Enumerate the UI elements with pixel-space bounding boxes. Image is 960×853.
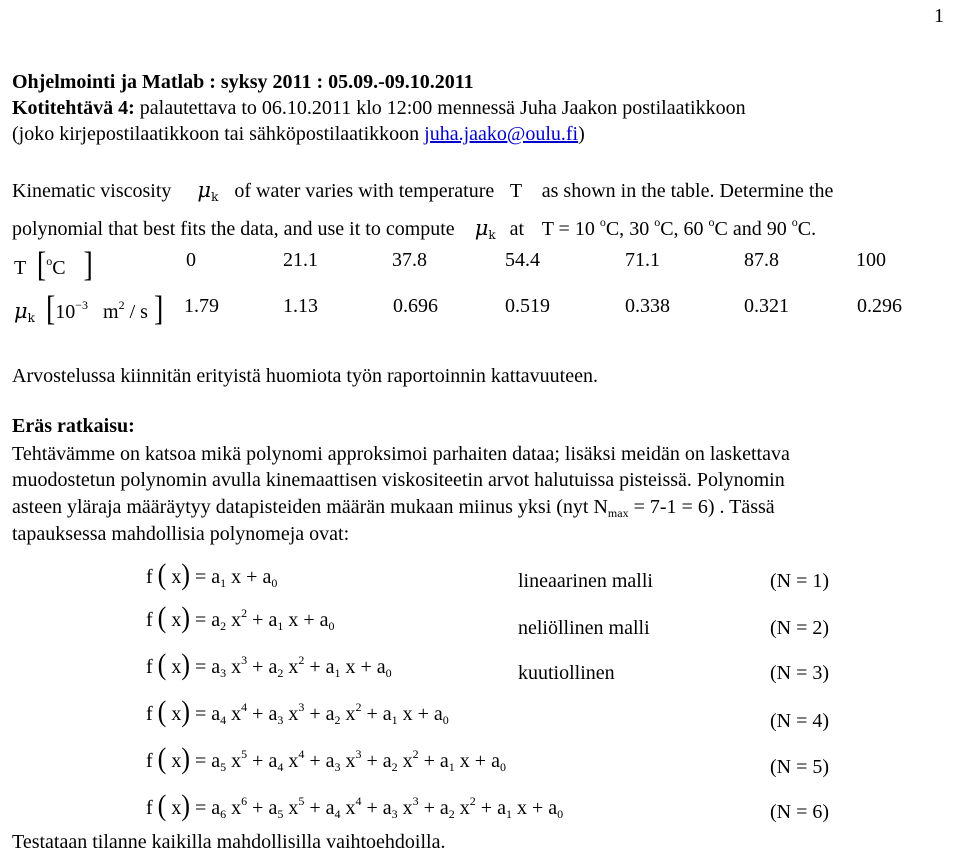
solution-paragraph-line: asteen yläraja määräytyy datapisteiden määrän mukaan miinus yksi (nyt $N_{max} = 7-1 = 6$) . Tässä	[12, 496, 775, 520]
homework-deadline: palautettava to 06.10.2011 klo 12:00 mennessä Juha Jaakon postilaatikkoon	[134, 97, 746, 119]
solution-heading: Eräs ratkaisu:	[12, 415, 135, 437]
solution-paragraph-line: Tehtävämme on katsoa mikä polynomi approksimoi parhaiten dataa; lisäksi meidän on laskettava	[12, 443, 790, 465]
table-cell: 0.519	[505, 295, 550, 317]
table-cell: 37.8	[392, 249, 427, 271]
table-cell: 0.338	[625, 295, 670, 317]
polynomial-equation-1: f ( $x) = a_1$ $x + a_0$	[146, 557, 278, 592]
homework-line	[12, 98, 746, 118]
task-line-2	[12, 216, 816, 241]
table-cell: 0	[186, 249, 196, 271]
page-number: 1	[934, 5, 944, 27]
polynomial-equation-2: f ( $x) = a_2$ $x^2 + a_1$ $x + a_0$	[146, 600, 335, 635]
model-order: (N = 4)	[770, 710, 830, 732]
footer-text: Testataan tilanne kaikilla mahdollisilla vaihtoehdoilla.	[12, 831, 446, 853]
polynomial-equation-5: f ( $x) = a_5$ $x^5 + a_4$ $x^4 + a_3$ $x^3 + a_2$ $x^2 + a_1$ $x + a_0$	[146, 741, 506, 776]
table-cell: 87.8	[744, 249, 779, 271]
task-text-2b: at	[509, 218, 525, 240]
table-cell: 1.79	[184, 295, 219, 317]
solution-paragraph-line: muodostetun polynomin avulla kinemaattisen viskositeetin arvot halutuissa pisteissä. Polynomin	[12, 469, 785, 491]
table-cell: 100	[856, 249, 886, 271]
temperature-symbol: T	[509, 180, 522, 202]
task-text-2a: polynomial that best fits the data, and use it to compute	[12, 218, 455, 240]
table-row-label-temperature: T [$^o$C ]	[14, 246, 93, 285]
table-cell: 1.13	[283, 295, 318, 317]
table-cell: 54.4	[505, 249, 540, 271]
table-row-label-viscosity: $\mu_k$ [$10^{-3}$ $m^2$ / s ]	[14, 290, 164, 329]
submission-suffix: )	[578, 123, 585, 145]
table-cell: 0.696	[393, 295, 438, 317]
model-order: (N = 1)	[770, 570, 830, 592]
table-cell: 71.1	[625, 249, 660, 271]
grading-note: Arvostelussa kiinnitän erityistä huomiota työn raportoinnin kattavuuteen.	[12, 365, 598, 387]
mu-symbol-2: $\mu_k$	[474, 216, 496, 242]
submission-prefix: (joko kirjepostilaatikkoon tai sähköpostilaatikkoon	[12, 123, 425, 145]
homework-label: Kotitehtävä 4:	[12, 97, 135, 119]
email-link[interactable]: juha.jaako@oulu.fi	[424, 123, 579, 145]
mu-symbol: $\mu_k$	[197, 178, 219, 204]
task-line-1	[12, 180, 833, 203]
table-cell: 0.296	[857, 295, 902, 317]
model-order: (N = 5)	[770, 756, 830, 778]
task-text-1b: of water varies with temperature	[234, 180, 495, 202]
model-order: (N = 2)	[770, 617, 830, 639]
table-cell: 21.1	[283, 249, 318, 271]
model-name: neliöllinen malli	[518, 617, 650, 639]
table-cell: 0.321	[744, 295, 789, 317]
task-text-1a: Kinematic viscosity	[12, 180, 172, 202]
model-order: (N = 6)	[770, 801, 830, 823]
model-name: kuutiollinen	[518, 662, 615, 684]
polynomial-equation-4: f ( $x) = a_4$ $x^4 + a_3$ $x^3 + a_2$ $x^2 + a_1$ $x + a_0$	[146, 694, 449, 729]
task-text-1c: as shown in the table. Determine the	[541, 180, 834, 202]
polynomial-equation-3: f ( $x) = a_3$ $x^3 + a_2$ $x^2 + a_1$ $x + a_0$	[146, 647, 392, 682]
model-name: lineaarinen malli	[518, 570, 653, 592]
course-title: Ohjelmointi ja Matlab : syksy 2011 : 05.09.-09.10.2011	[12, 71, 474, 93]
temperature-list: T = 10 $^o$C, 30 $^o$C, 60 $^o$C and 90 $^o$C.	[541, 215, 817, 240]
polynomial-equation-6: f ( $x) = a_6$ $x^6 + a_5$ $x^5 + a_4$ $x^4 + a_3$ $x^3 + a_2$ $x^2 + a_1$ $x + a_0$	[146, 788, 564, 823]
model-order: (N = 3)	[770, 662, 830, 684]
solution-paragraph-line: tapauksessa mahdollisia polynomeja ovat:	[12, 523, 350, 545]
submission-line	[12, 124, 585, 144]
